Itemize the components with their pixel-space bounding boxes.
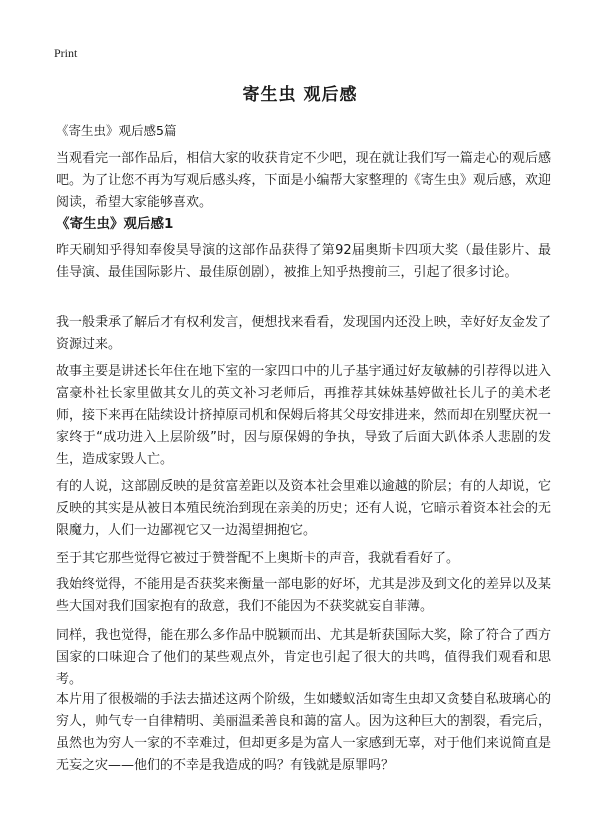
paragraph-3: 故事主要是讲述长年住在地下室的一家四口中的儿子基宇通过好友敏赫的引荐得以进入富豪朴社长家里做其女儿的英文补习老师后，再推荐其妹妹基婷做社长儿子的美术老师，接下来再在陆续设计挤掉原司机和保姆后将其父母安排进来，然而却在别墅庆祝一家终于“成功进入上层阶级”时，因与原保姆的争执，导致了后面大趴体杀人悲剧的发生，造成家毁人亡。 bbox=[56, 364, 551, 467]
paragraph-7: 同样，我也觉得，能在那么多作品中脱颖而出、尤其是斩获国际大奖，除了符合了西方国家的口味迎合了他们的某些观点外，肯定也引起了很大的共鸣，值得我们观看和思考。 bbox=[56, 628, 551, 687]
paragraph-4: 有的人说，这部剧反映的是贫富差距以及资本社会里难以逾越的阶层；有的人却说，它反映的其实是从被日本殖民统治到现在亲美的历史；还有人说，它暗示着资本社会的无限魔力，人们一边鄙视它又一边渴望拥抱它。 bbox=[56, 479, 551, 538]
intro-paragraph: 当观看完一部作品后，相信大家的收获肯定不少吧，现在就让我们写一篇走心的观后感吧。为了让您不再为写观后感头疼，下面是小编帮大家整理的《寄生虫》观后感，欢迎阅读，希望大家能够喜欢。 bbox=[56, 151, 551, 210]
document-subtitle: 《寄生虫》观后感5篇 bbox=[56, 123, 177, 138]
paragraph-2: 我一般秉承了解后才有权利发言，便想找来看看，发现国内还没上映，幸好好友金发了资源过来。 bbox=[56, 315, 551, 352]
paragraph-1: 昨天刷知乎得知奉俊昊导演的这部作品获得了第92届奥斯卡四项大奖（最佳影片、最佳导演、最佳国际影片、最佳原创剧），被推上知乎热搜前三，引起了很多讨论。 bbox=[56, 243, 551, 280]
paragraph-5: 至于其它那些觉得它被过于赞誉配不上奥斯卡的声音，我就看看好了。 bbox=[56, 551, 460, 566]
print-link[interactable]: Print bbox=[54, 46, 78, 60]
paragraph-6: 我始终觉得，不能用是否获奖来衡量一部电影的好坏，尤其是涉及到文化的差异以及某些大国对我们国家抱有的敌意，我们不能因为不获奖就妄自菲薄。 bbox=[56, 577, 551, 614]
page-title: 寄生虫 观后感 bbox=[242, 85, 358, 105]
section-heading: 《寄生虫》观后感1 bbox=[56, 216, 174, 232]
paragraph-8: 本片用了很极端的手法去描述这两个阶级，生如蝼蚁活如寄生虫却又贪婪自私玻璃心的穷人，帅气专一自律精明、美丽温柔善良和蔼的富人。因为这种巨大的割裂，看完后，虽然也为穷人一家的不幸难过，但却更多是为富人一家感到无辜，对于他们来说简直是无妄之灾——他们的不幸是我造成的吗？有钱就是原罪吗？ bbox=[56, 692, 551, 773]
